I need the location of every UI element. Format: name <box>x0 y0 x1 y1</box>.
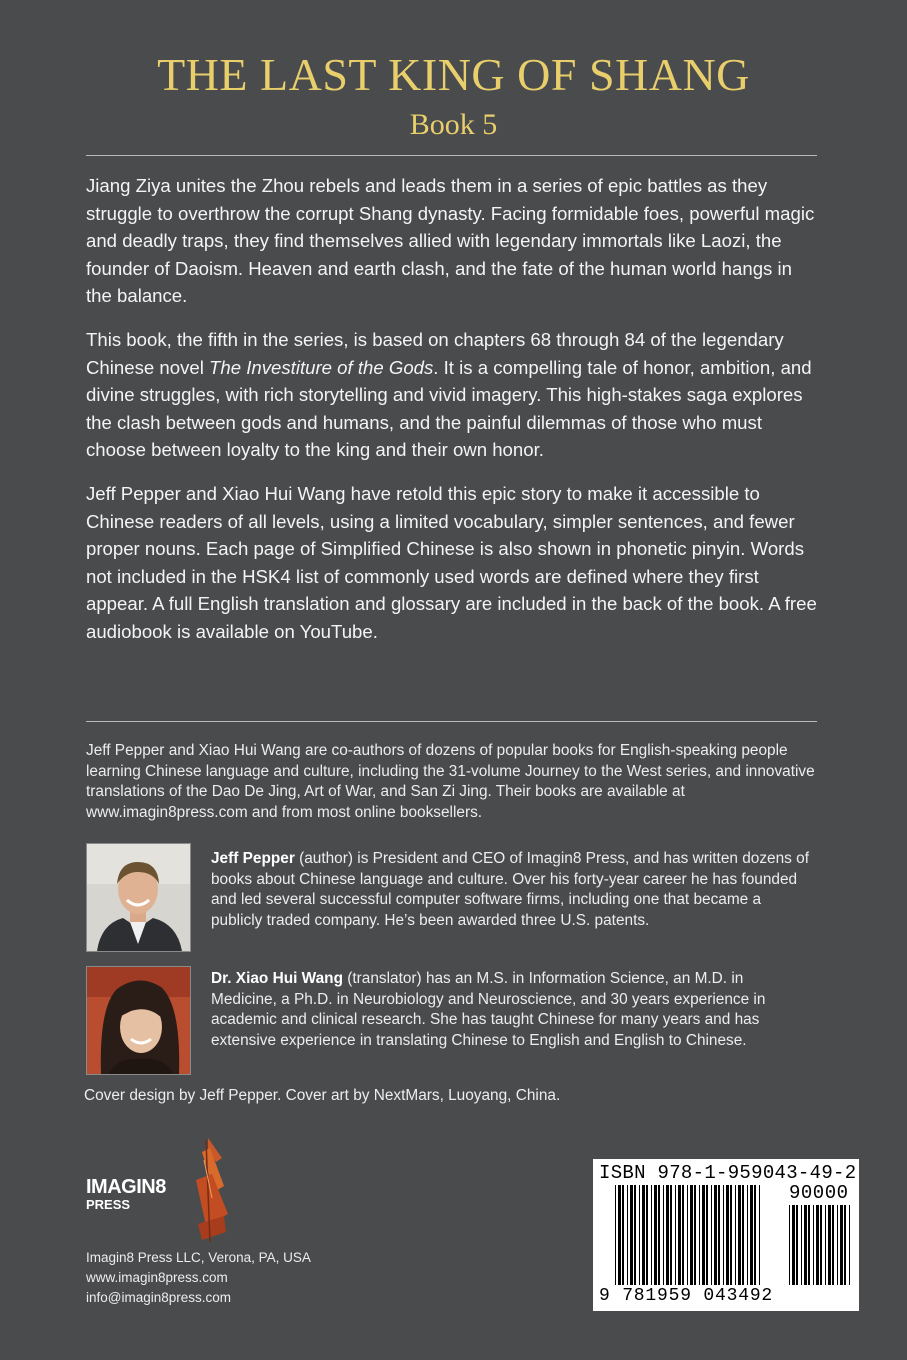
barcode-bar <box>750 1185 753 1285</box>
barcode-bar <box>816 1205 819 1285</box>
barcode-bar <box>832 1205 834 1285</box>
bio-wang <box>211 969 811 1051</box>
barcode-bar <box>690 1185 693 1285</box>
barcode-bar <box>718 1185 720 1285</box>
description-text: This book, the fifth in the series, is based on chapters 68 through 84 of the legendary Chinese novel <box>86 328 784 378</box>
barcode-bar <box>759 1185 760 1285</box>
barcode-bar <box>654 1185 657 1285</box>
barcode-bar <box>678 1185 681 1285</box>
barcode-bar <box>840 1205 843 1285</box>
publisher-website: www.imagin8press.com <box>86 1270 228 1285</box>
bio-pepper-name: Jeff Pepper <box>211 850 295 867</box>
description-paragraph-2 <box>86 326 822 464</box>
book-subtitle: Book 5 <box>409 108 498 141</box>
barcode-bar <box>622 1185 624 1285</box>
bio-pepper <box>211 849 811 931</box>
barcode-bar <box>801 1205 802 1285</box>
barcode-bar <box>615 1185 616 1285</box>
description-paragraph-3: Jeff Pepper and Xiao Hui Wang have retold this epic story to make it accessible to Chinese readers of all levels, using a limited vocabulary, simpler sentences, and fewer proper nouns. Each page of Simplified Chinese is also shown in phonetic pinyin. Words not included in the HSK4 list of commonly used words are defined where they first appear. A full English translation and glossary are included in the back of the book. A free audiobook is available on YouTube. <box>86 482 817 642</box>
cover-credits: Cover design by Jeff Pepper. Cover art by NextMars, Luoyang, China. <box>84 1087 561 1104</box>
barcode-bar <box>682 1185 684 1285</box>
barcode-bar <box>789 1205 790 1285</box>
barcode-bar <box>820 1205 822 1285</box>
about-authors: Jeff Pepper and Xiao Hui Wang are co-authors of dozens of popular books for English-speaking people learning Chinese language and culture, including the 31-volume Journey to the West series, and innovative translations of the Dao De Jing, Art of War, and San Zi Jing. Their books are available at www.imagin8press.com and from most online booksellers. <box>86 742 815 821</box>
middle-divider <box>86 721 817 722</box>
publisher-email: info@imagin8press.com <box>86 1290 232 1305</box>
barcode-bar <box>646 1185 648 1285</box>
barcode-bar <box>849 1205 850 1285</box>
barcode-bar <box>687 1185 688 1285</box>
barcode-bar <box>694 1185 696 1285</box>
publisher-info <box>86 1248 311 1308</box>
barcode-bar <box>828 1205 831 1285</box>
publisher-address: Imagin8 Press LLC, Verona, PA, USA <box>86 1250 311 1265</box>
barcode-bar <box>804 1205 807 1285</box>
barcode-bar <box>813 1205 814 1285</box>
barcode-bar <box>618 1185 621 1285</box>
barcode-bar <box>796 1205 798 1285</box>
barcode-bar <box>844 1205 846 1285</box>
isbn-barcode <box>593 1159 859 1311</box>
barcode-bar <box>658 1185 660 1285</box>
novel-title: The Investiture of the Gods <box>209 356 434 378</box>
barcode-bar <box>642 1185 645 1285</box>
top-divider <box>86 155 817 156</box>
ean-number: 9 781959 043492 <box>599 1286 774 1306</box>
barcode-bar <box>837 1205 838 1285</box>
barcode-bar <box>706 1185 708 1285</box>
publisher-logo-press: PRESS <box>86 1197 131 1212</box>
barcode-bar <box>702 1185 705 1285</box>
barcode-bar <box>747 1185 748 1285</box>
barcode-bar <box>634 1185 636 1285</box>
barcode-bar <box>663 1185 664 1285</box>
author-photo-pepper <box>86 843 191 952</box>
description-paragraph-1: Jiang Ziya unites the Zhou rebels and leads them in a series of epic battles as they struggle to overthrow the corrupt Shang dynasty. Facing formidable foes, powerful magic and deadly traps, they find themselves allied with legendary immortals like Laozi, the founder of Daoism. Heaven and earth clash, and the fate of the human world hangs in the balance. <box>86 175 815 307</box>
author-photo-wang <box>86 966 191 1075</box>
isbn-number: ISBN 978-1-959043-49-2 <box>599 1162 857 1184</box>
author-photo-pepper-image <box>87 844 190 951</box>
barcode-bar <box>630 1185 633 1285</box>
barcode-bar <box>808 1205 810 1285</box>
barcode-bar <box>666 1185 669 1285</box>
barcode-bar <box>738 1185 741 1285</box>
author-photo-wang-image <box>87 967 190 1074</box>
barcode-bar <box>735 1185 736 1285</box>
barcode-bar <box>639 1185 640 1285</box>
barcode-bar <box>699 1185 700 1285</box>
barcode-bar <box>730 1185 732 1285</box>
barcode-bar <box>754 1185 756 1285</box>
barcode-bar <box>742 1185 744 1285</box>
book-title: THE LAST KING OF SHANG <box>157 49 750 100</box>
barcode-bar <box>726 1185 729 1285</box>
barcode-bar <box>711 1185 712 1285</box>
barcode-bar <box>825 1205 826 1285</box>
bio-wang-text: (translator) has an M.S. in Information Science, an M.D. in Medicine, a Ph.D. in Neurobiology and Neuroscience, and 30 years experience in academic and clinical research. She has taught Chinese for many years and has extensive experience in translating Chinese to English and English to Chinese. <box>211 970 766 1049</box>
bio-wang-name: Dr. Xiao Hui Wang <box>211 970 343 987</box>
price-code: 90000 <box>789 1182 849 1204</box>
publisher-logo-name: IMAGIN8 <box>86 1176 166 1198</box>
barcode-bar <box>627 1185 628 1285</box>
description-text: . It is a compelling tale of honor, ambition, and divine struggles, with rich storytelling and vivid imagery. This high-stakes saga explores the clash between gods and humans, and the painful dilemmas of those who must choose between loyalty to the king and their own honor. <box>86 356 812 461</box>
book-description <box>86 172 822 662</box>
barcode-bar <box>723 1185 724 1285</box>
barcode-bar <box>792 1205 795 1285</box>
bio-pepper-text: (author) is President and CEO of Imagin8 Press, and has written dozens of books about Chinese language and culture. Over his forty-year career he has founded and led several successful computer software firms, including one that became a publicly traded company. He’s been awarded three U.S. patents. <box>211 850 809 929</box>
barcode-bar <box>670 1185 672 1285</box>
barcode-bar <box>651 1185 652 1285</box>
barcode-bar <box>675 1185 676 1285</box>
barcode-bar <box>714 1185 717 1285</box>
